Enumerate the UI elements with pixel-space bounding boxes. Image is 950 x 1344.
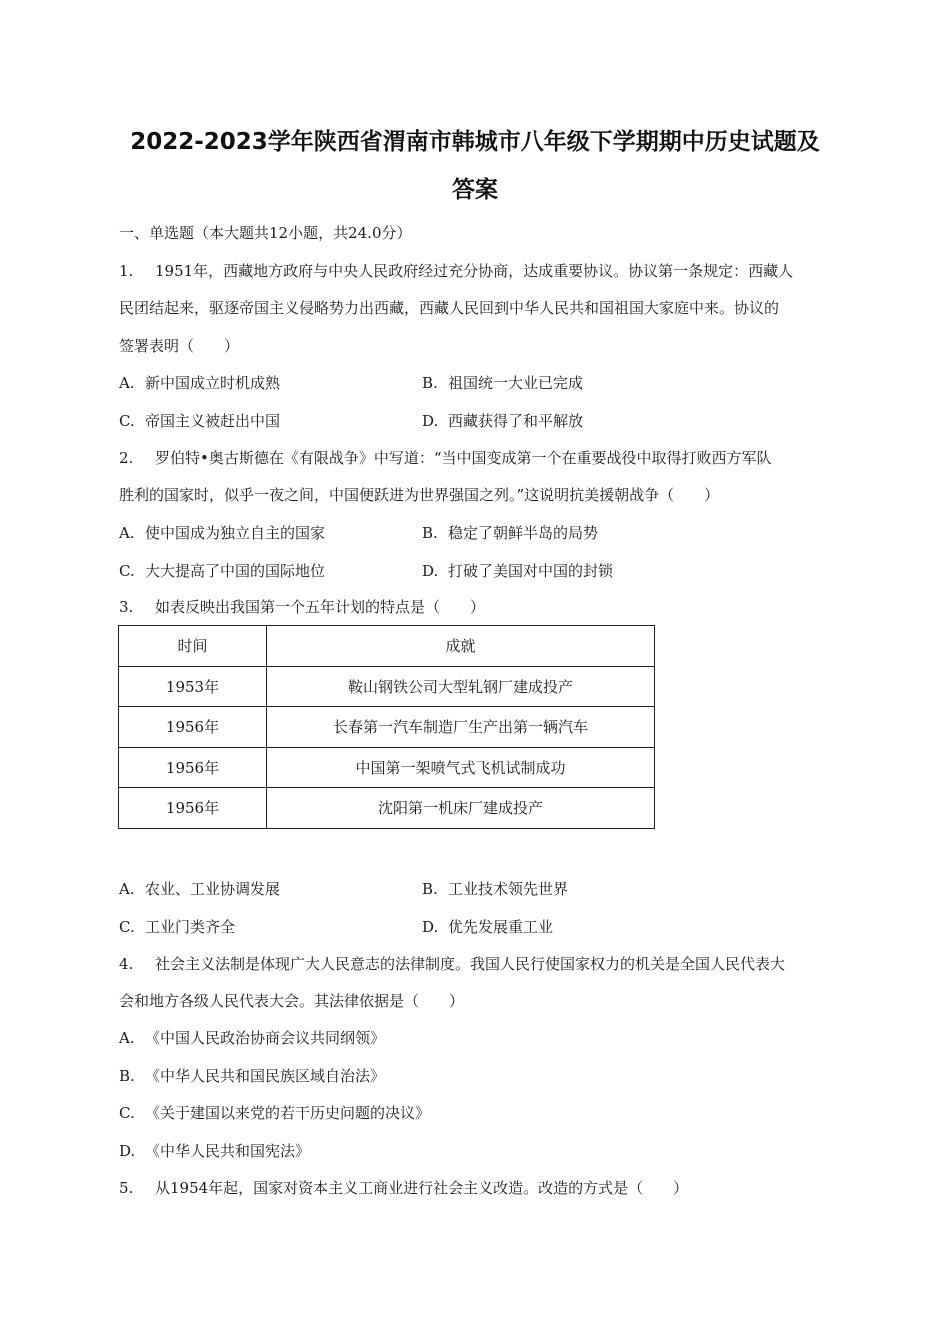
table-row [119, 747, 655, 788]
table-cell-achievement: 长春第一汽车制造厂生产出第一辆汽车 [267, 707, 655, 748]
question-3-option-d: D. 优先发展重工业 [422, 918, 554, 936]
question-1-option-b: B. 祖国统一大业已完成 [422, 374, 584, 392]
question-4-option-a: A. 《中国人民政治协商会议共同纲领》 [119, 1029, 386, 1047]
question-2-line-2: 胜利的国家时，似乎一夜之间，中国便跃进为世界强国之列。”这说明抗美援朝战争（ ） [119, 486, 720, 504]
table-header-achievement: 成就 [267, 626, 655, 667]
question-2-option-b: B. 稳定了朝鲜半岛的局势 [422, 524, 599, 542]
question-4-line-2: 会和地方各级人民代表大会。其法律依据是（ ） [119, 992, 465, 1010]
question-1-option-c: C. 帝国主义被赶出中国 [119, 412, 281, 430]
question-2-option-d: D. 打破了美国对中国的封锁 [422, 562, 614, 580]
question-3-line-1 [119, 597, 485, 617]
question-3-text-1: 如表反映出我国第一个五年计划的特点是（ ） [155, 598, 486, 616]
section-heading: 一、单选题（本大题共12小题，共24.0分） [119, 224, 412, 242]
table-cell-achievement: 鞍山钢铁公司大型轧钢厂建成投产 [267, 666, 655, 707]
question-4-line-1 [119, 954, 785, 974]
question-5-number: 5. [119, 1179, 134, 1197]
table-header-time: 时间 [119, 626, 267, 667]
question-1-line-1 [119, 261, 793, 281]
question-2-line-1 [119, 448, 772, 468]
table-cell-year: 1953年 [119, 666, 267, 707]
question-3-option-b: B. 工业技术领先世界 [422, 880, 569, 898]
question-4-number: 4. [119, 955, 134, 973]
question-1-line-3: 签署表明（ ） [119, 337, 240, 355]
table-cell-achievement: 沈阳第一机床厂建成投产 [267, 788, 655, 829]
table-cell-year: 1956年 [119, 707, 267, 748]
table-row [119, 788, 655, 829]
table-row [119, 666, 655, 707]
question-1-option-a: A. 新中国成立时机成熟 [119, 374, 281, 392]
table-header-row [119, 626, 655, 667]
question-3-number: 3. [119, 598, 134, 616]
document-title-line-1: 2022-2023学年陕西省渭南市韩城市八年级下学期期中历史试题及 [130, 129, 820, 155]
question-1-text-1: 1951年，西藏地方政府与中央人民政府经过充分协商，达成重要协议。协议第一条规定：西藏人 [155, 262, 794, 280]
question-2-option-c: C. 大大提高了中国的国际地位 [119, 562, 326, 580]
table-cell-year: 1956年 [119, 747, 267, 788]
question-3-option-c: C. 工业门类齐全 [119, 918, 236, 936]
question-3-option-a: A. 农业、工业协调发展 [119, 880, 281, 898]
question-4-option-d: D. 《中华人民共和国宪法》 [119, 1142, 311, 1160]
question-2-option-a: A. 使中国成为独立自主的国家 [119, 524, 326, 542]
table-row [119, 707, 655, 748]
table-cell-achievement: 中国第一架喷气式飞机试制成功 [267, 747, 655, 788]
question-2-number: 2. [119, 449, 134, 467]
question-1-number: 1. [119, 262, 134, 280]
question-4-option-c: C. 《关于建国以来党的若干历史问题的决议》 [119, 1104, 431, 1122]
question-4-text-1: 社会主义法制是体现广大人民意志的法律制度。我国人民行使国家权力的机关是全国人民代表大 [155, 955, 786, 973]
question-5-text-1: 从1954年起，国家对资本主义工商业进行社会主义改造。改造的方式是（ ） [155, 1179, 689, 1197]
question-5-line-1 [119, 1178, 688, 1198]
question-1-line-2: 民团结起来，驱逐帝国主义侵略势力出西藏，西藏人民回到中华人民共和国祖国大家庭中来。协议的 [119, 299, 780, 317]
question-3-table [118, 625, 655, 829]
question-4-option-b: B. 《中华人民共和国民族区域自治法》 [119, 1067, 386, 1085]
table-cell-year: 1956年 [119, 788, 267, 829]
question-1-option-d: D. 西藏获得了和平解放 [422, 412, 584, 430]
question-2-text-1: 罗伯特•奥古斯德在《有限战争》中写道：“当中国变成第一个在重要战役中取得打败西方军队 [155, 449, 772, 467]
document-title-line-2: 答案 [452, 177, 498, 203]
